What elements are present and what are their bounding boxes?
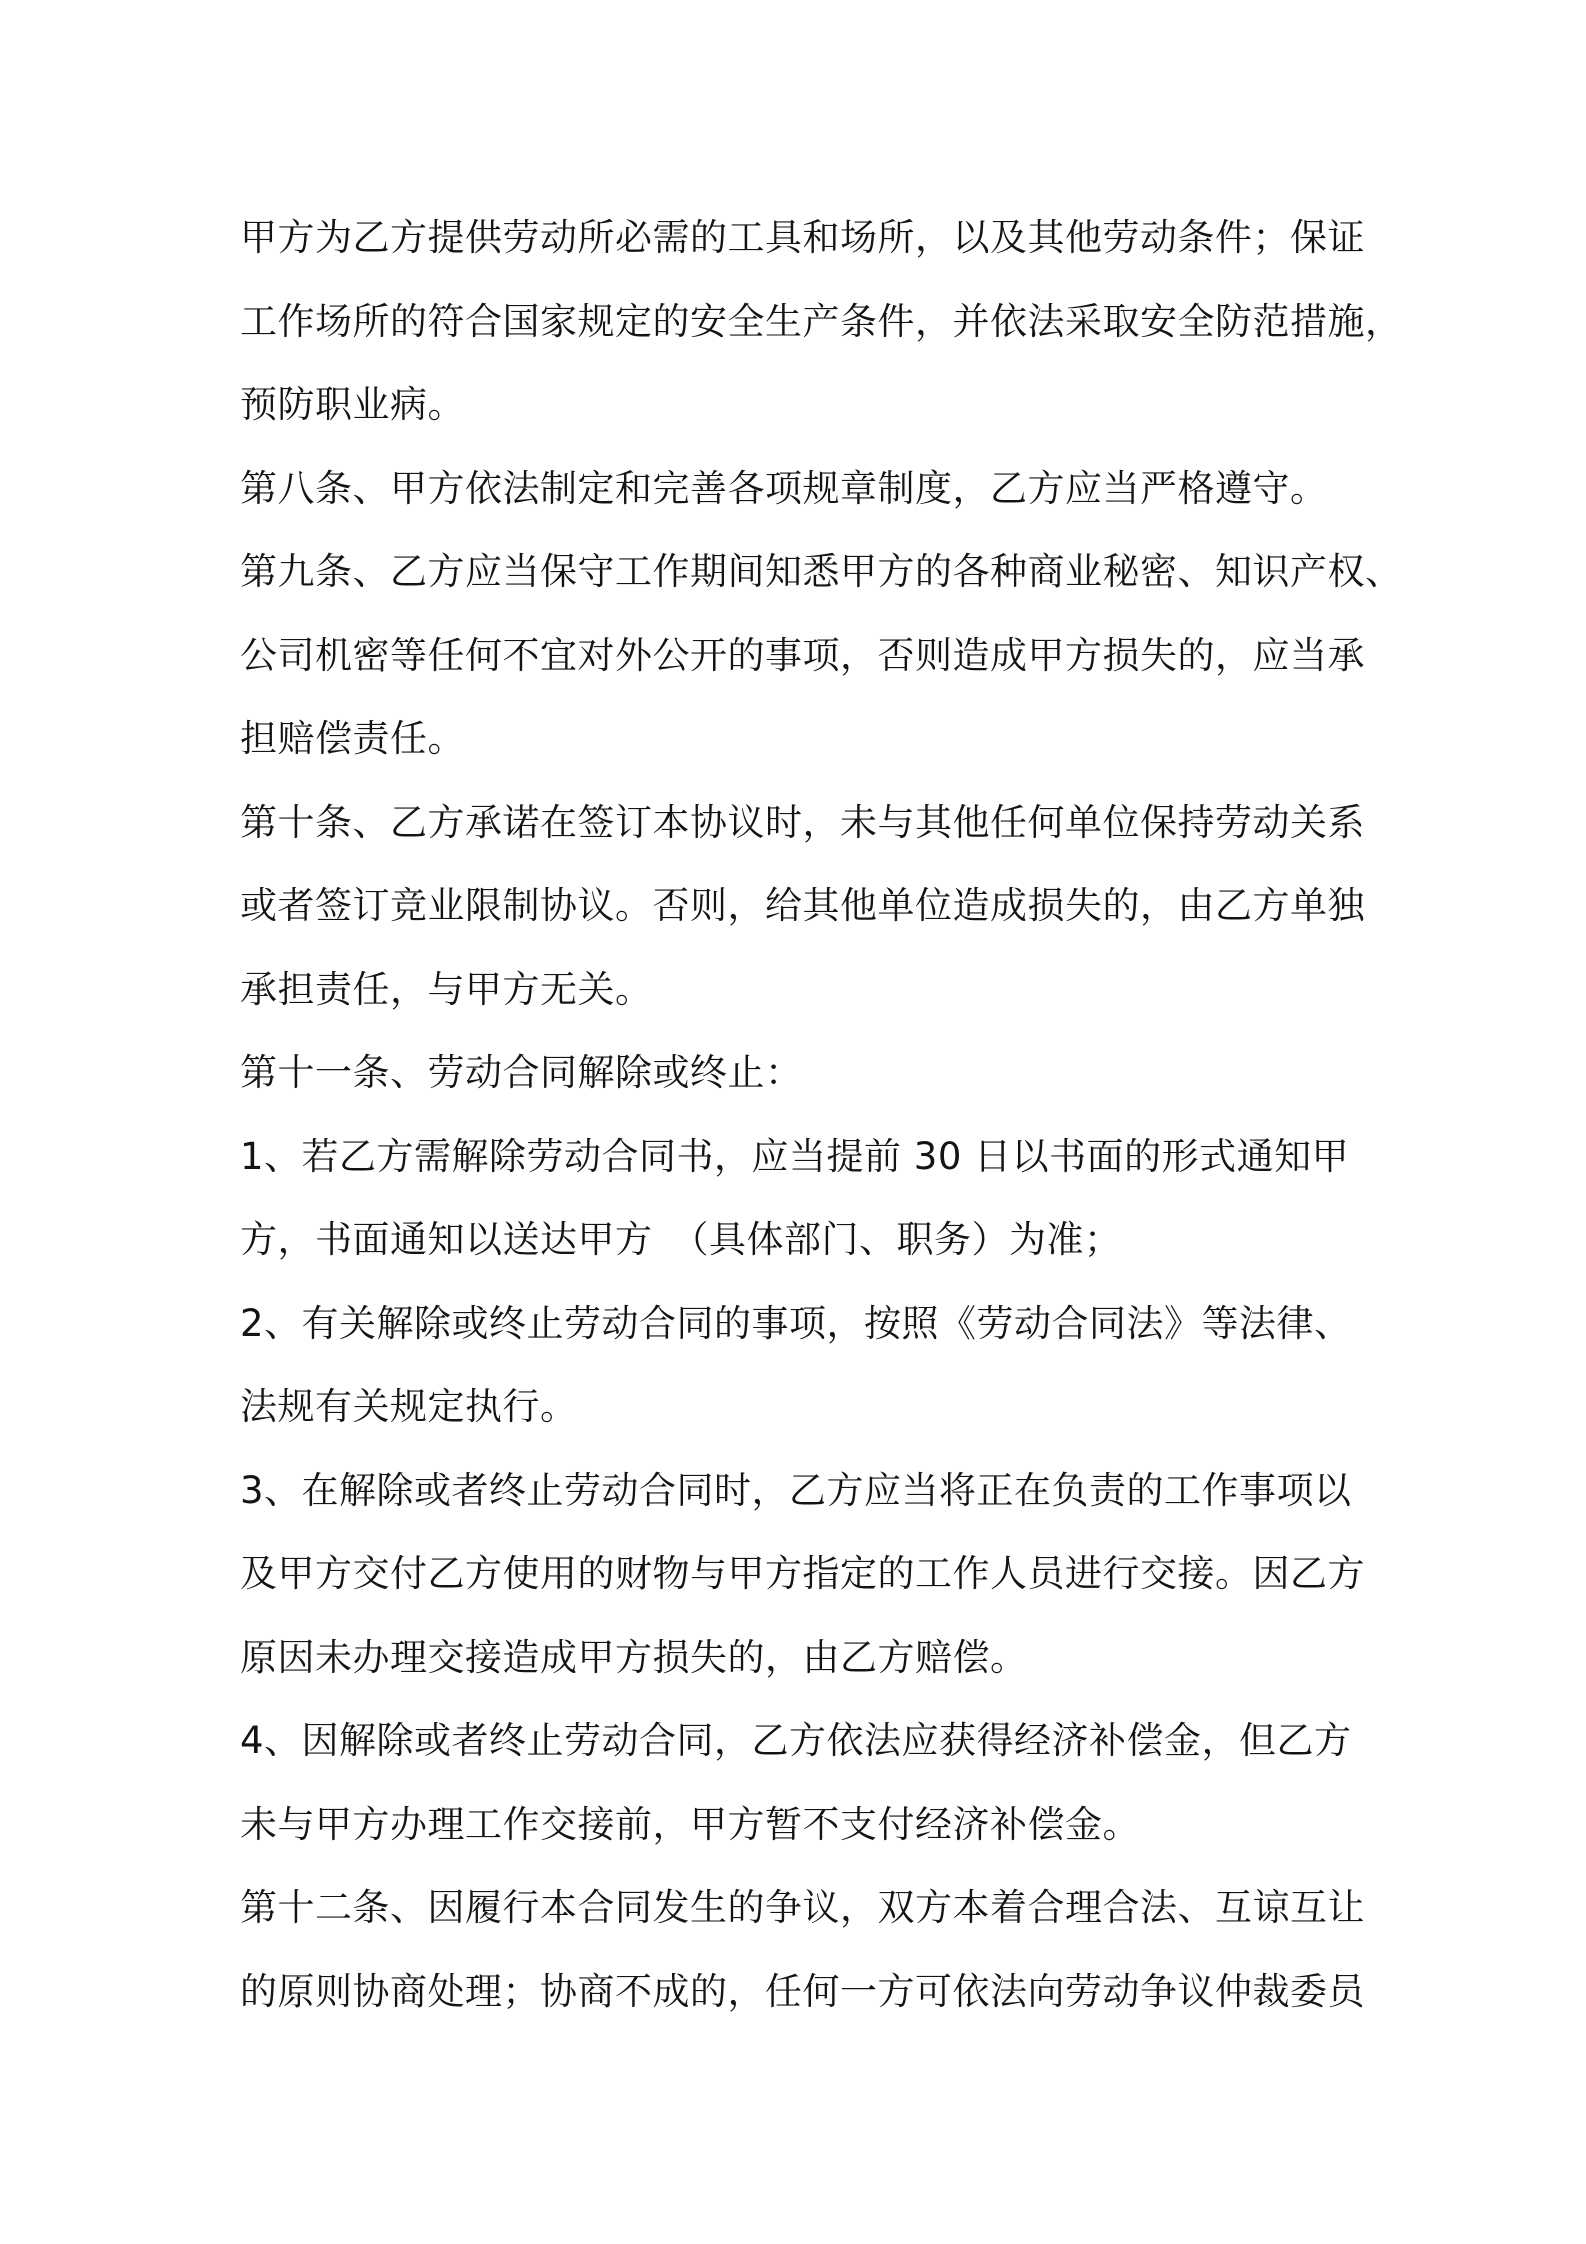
text-line: 法规有关规定执行。 bbox=[240, 1385, 578, 1428]
text-line: 4、因解除或者终止劳动合同，乙方依法应获得经济补偿金，但乙方 bbox=[240, 1719, 1352, 1762]
text-line: 第十条、乙方承诺在签订本协议时，未与其他任何单位保持劳动关系 bbox=[240, 800, 1365, 844]
text-line: 公司机密等任何不宜对外公开的事项，否则造成甲方损失的，应当承 bbox=[240, 633, 1365, 677]
text-line: 3、在解除或者终止劳动合同时，乙方应当将正在负责的工作事项以 bbox=[240, 1468, 1352, 1512]
text-line: 第十一条、劳动合同解除或终止： bbox=[240, 1051, 803, 1094]
text-line: 原因未办理交接造成甲方损失的，由乙方赔偿。 bbox=[240, 1635, 1028, 1679]
text-line: 1、若乙方需解除劳动合同书，应当提前 30 日以书面的形式通知甲 bbox=[240, 1134, 1350, 1178]
document-body bbox=[240, 196, 1403, 2033]
text-line: 的原则协商处理；协商不成的，任何一方可依法向劳动争议仲裁委员 bbox=[240, 1969, 1365, 2013]
text-line: 第十二条、因履行本合同发生的争议，双方本着合理合法、互谅互让 bbox=[240, 1886, 1365, 1929]
text-line: 未与甲方办理工作交接前，甲方暂不支付经济补偿金。 bbox=[240, 1802, 1140, 1846]
text-line: 第八条、甲方依法制定和完善各项规章制度，乙方应当严格遵守。 bbox=[240, 466, 1328, 510]
text-line: 2、有关解除或终止劳动合同的事项，按照《劳动合同法》等法律、 bbox=[240, 1301, 1352, 1345]
text-line: 第九条、乙方应当保守工作期间知悉甲方的各种商业秘密、知识产权、 bbox=[240, 550, 1403, 593]
text-line: 工作场所的符合国家规定的安全生产条件，并依法采取安全防范措施， bbox=[240, 299, 1403, 343]
text-line: 或者签订竞业限制协议。否则，给其他单位造成损失的，由乙方单独 bbox=[240, 884, 1365, 927]
text-line: 及甲方交付乙方使用的财物与甲方指定的工作人员进行交接。因乙方 bbox=[240, 1552, 1365, 1595]
text-line: 甲方为乙方提供劳动所必需的工具和场所，以及其他劳动条件；保证 bbox=[240, 216, 1365, 259]
text-line: 预防职业病。 bbox=[240, 383, 465, 426]
text-line: 承担责任，与甲方无关。 bbox=[240, 967, 653, 1011]
text-line: 方，书面通知以送达甲方 （具体部门、职务）为准； bbox=[240, 1218, 1122, 1261]
text-line: 担赔偿责任。 bbox=[240, 717, 465, 760]
